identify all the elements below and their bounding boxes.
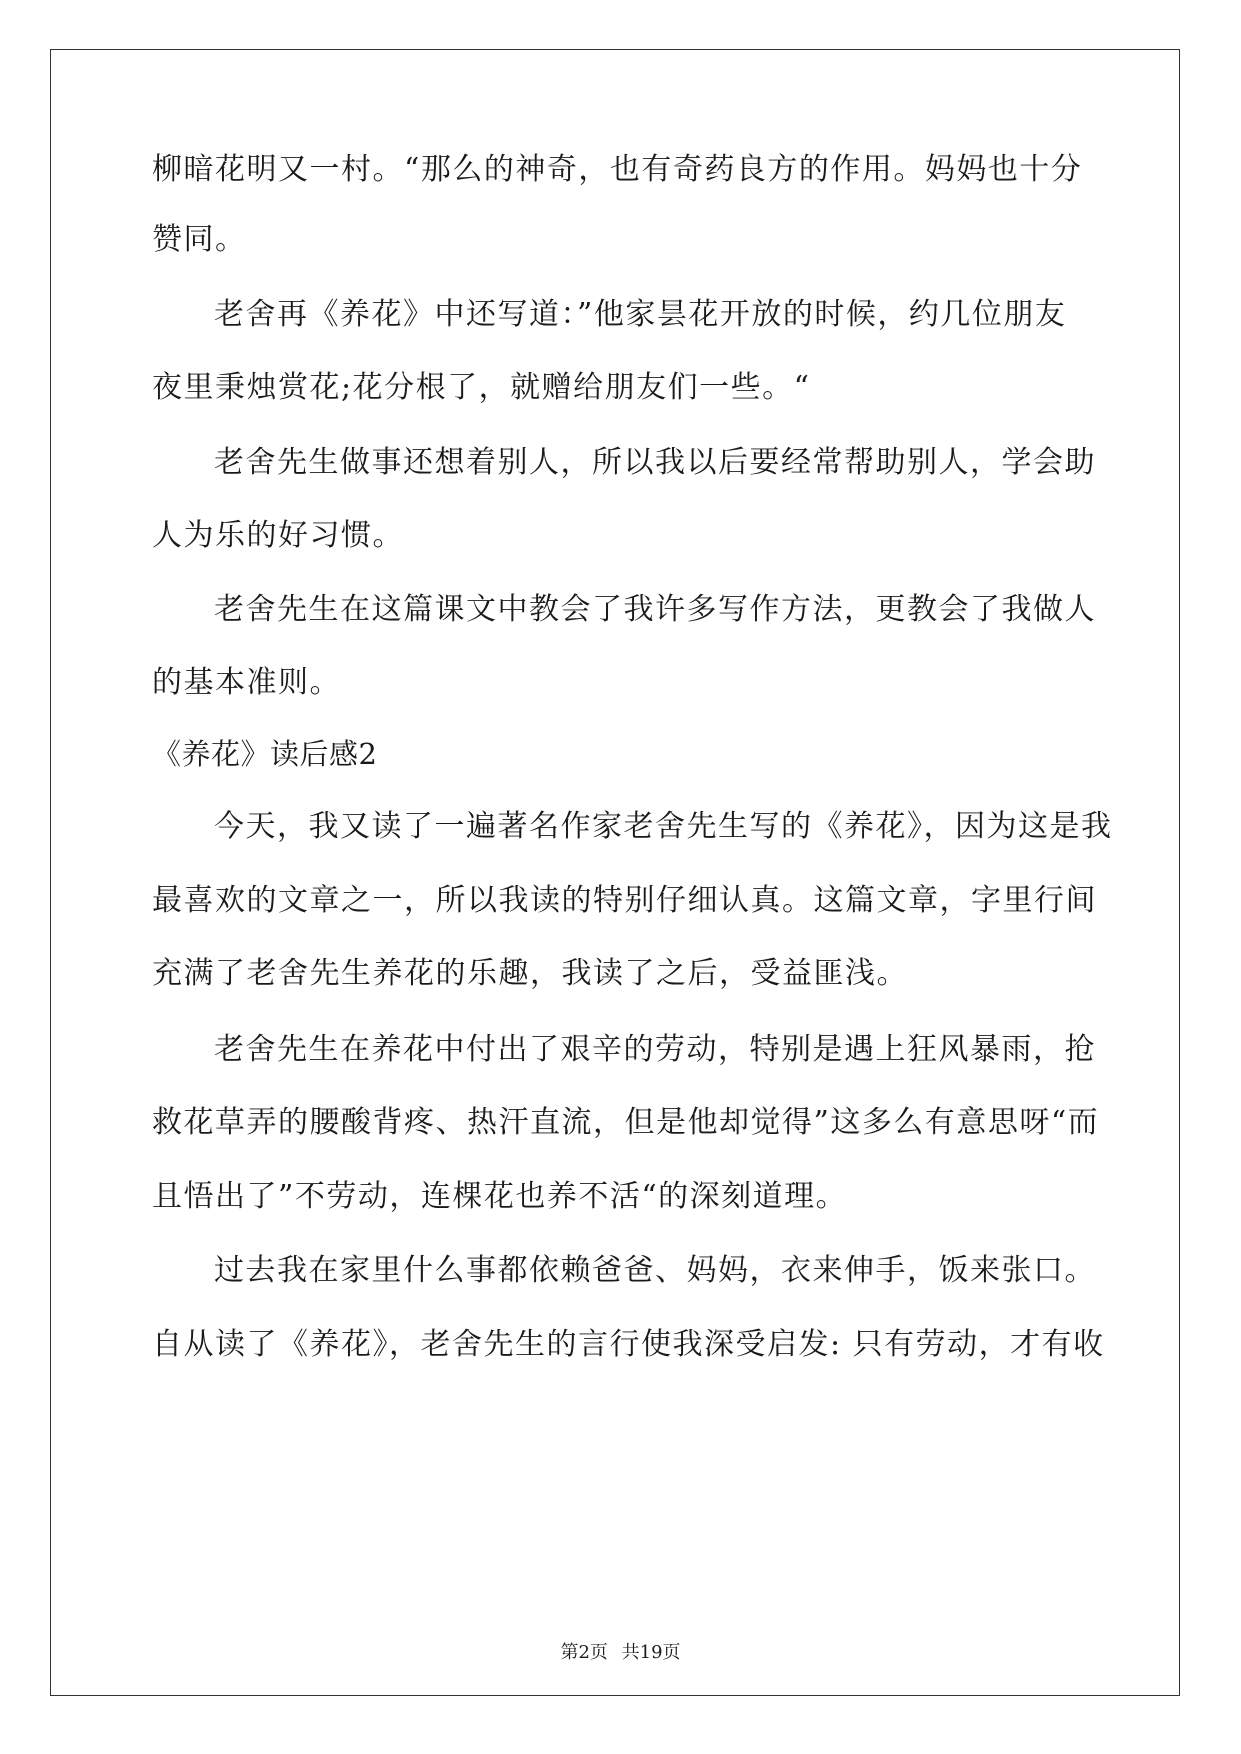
text-line: 夜里秉烛赏花;花分根了，就赠给朋友们一些。“ [152,370,811,405]
page-number: 第2页 [560,1642,608,1663]
text-line: 老舍再《养花》中还写道：”他家昙花开放的时候，约几位朋友 [214,297,1067,332]
section-heading: 《养花》读后感2 [152,737,378,771]
text-line: 柳暗花明又一村。“那么的神奇，也有奇药良方的作用。妈妈也十分 [152,152,1083,187]
page-total: 共19页 [621,1642,681,1663]
text-line: 最喜欢的文章之一，所以我读的特别仔细认真。这篇文章，字里行间 [152,883,1097,918]
page-footer [0,1641,1241,1665]
text-line: 老舍先生做事还想着别人，所以我以后要经常帮助别人，学会助 [214,445,1096,480]
text-line: 过去我在家里什么事都依赖爸爸、妈妈，衣来伸手，饭来张口。 [214,1253,1096,1288]
text-line: 自从读了《养花》，老舍先生的言行使我深受启发: 只有劳动，才有收 [152,1327,1105,1362]
text-line: 人为乐的好习惯。 [152,518,404,553]
text-line: 今天，我又读了一遍著名作家老舍先生写的《养花》，因为这是我 [214,809,1113,844]
text-line: 且悟出了”不劳动，连棵花也养不活“的深刻道理。 [152,1179,848,1214]
text-line: 的基本准则。 [152,665,341,700]
text-line: 老舍先生在这篇课文中教会了我许多写作方法，更教会了我做人 [214,592,1096,627]
text-line: 赞同。 [152,222,247,257]
text-line: 老舍先生在养花中付出了艰辛的劳动，特别是遇上狂风暴雨，抢 [214,1032,1096,1067]
text-line: 救花草弄的腰酸背疼、热汗直流，但是他却觉得”这多么有意思呀“而 [152,1105,1100,1140]
text-line: 充满了老舍先生养花的乐趣，我读了之后，受益匪浅。 [152,956,908,991]
